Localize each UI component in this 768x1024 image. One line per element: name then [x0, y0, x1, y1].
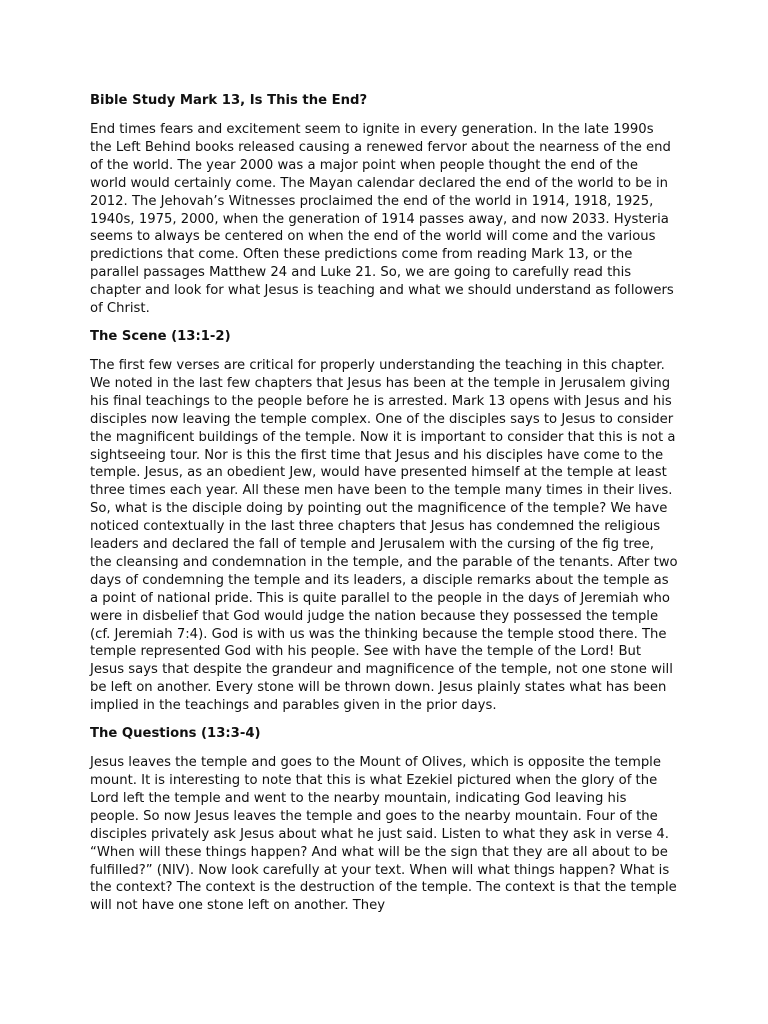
document-title: Bible Study Mark 13, Is This the End? — [90, 93, 368, 108]
intro-paragraph: End times fears and excitement seem to ignite in every generation. In the late 1990s the Left Behind books released causing a renewed fervor about the nearness of the end of the world. The year 2000 was a major point when people thought the end of the world would certainly come. The Mayan calendar declared the end of the world to be in 2012. The Jehovah’s Witnesses proclaimed the end of the world in 1914, 1918, 1925, 1940s, 1975, 2000, when the generation of 1914 passes away, and now 2033. Hysteria seems to always be centered on when the end of the world will come and the various predictions that come. Often these predictions come from reading Mark 13, or the parallel passages Matthew 24 and Luke 21. So, we are going to carefully read this chapter and look for what Jesus is teaching and what we should understand as followers of Christ. — [90, 122, 674, 317]
section-body-scene: The first few verses are critical for properly understanding the teaching in this chapter. We noted in the last few chapters that Jesus has been at the temple in Jerusalem giving his final teachings to the people before he is arrested. Mark 13 opens with Jesus and his disciples now leaving the temple complex. One of the disciples says to Jesus to consider the magnificent buildings of the temple. Now it is important to consider that this is not a sightseeing tour. Nor is this the first time that Jesus and his disciples have come to the temple. Jesus, as an obedient Jew, would have presented himself at the temple at least three times each year. All these men have been to the temple many times in their lives. So, what is the disciple doing by pointing out the magnificence of the temple? We have noticed contextually in the last three chapters that Jesus has condemned the religious leaders and declared the fall of temple and Jerusalem with the cursing of the fig tree, the cleansing and condemnation in the temple, and the parable of the tenants. After two days of condemning the temple and its leaders, a disciple remarks about the temple as a point of national pride. This is quite parallel to the people in the days of Jeremiah who were in disbelief that God would judge the nation because they possessed the temple (cf. Jeremiah 7:4). God is with us was the thinking because the temple stood there. The temple represented God with his people. See with have the temple of the Lord! But Jesus says that despite the grandeur and magnificence of the temple, not one stone will be left on another. Every stone will be thrown down. Jesus plainly states what has been implied in the teachings and parables given in the prior days. — [90, 357, 678, 714]
section-heading-scene: The Scene (13:1-2) — [90, 328, 231, 344]
document-page — [90, 92, 678, 915]
section-body-questions: Jesus leaves the temple and goes to the Mount of Olives, which is opposite the temple mount. It is interesting to note that this is what Ezekiel pictured when the glory of the Lord left the temple and went to the nearby mountain, indicating God leaving his people. So now Jesus leaves the temple and goes to the nearby mountain. Four of the disciples privately ask Jesus about what he just said. Listen to what they ask in verse 4. “When will these things happen? And what will be the sign that they are all about to be fulfilled?” (NIV). Now look carefully at your text. When will what things happen? What is the context? The context is the destruction of the temple. The context is that the temple will not have one stone left on another. They — [90, 755, 677, 914]
section-heading-questions: The Questions (13:3-4) — [90, 726, 261, 742]
